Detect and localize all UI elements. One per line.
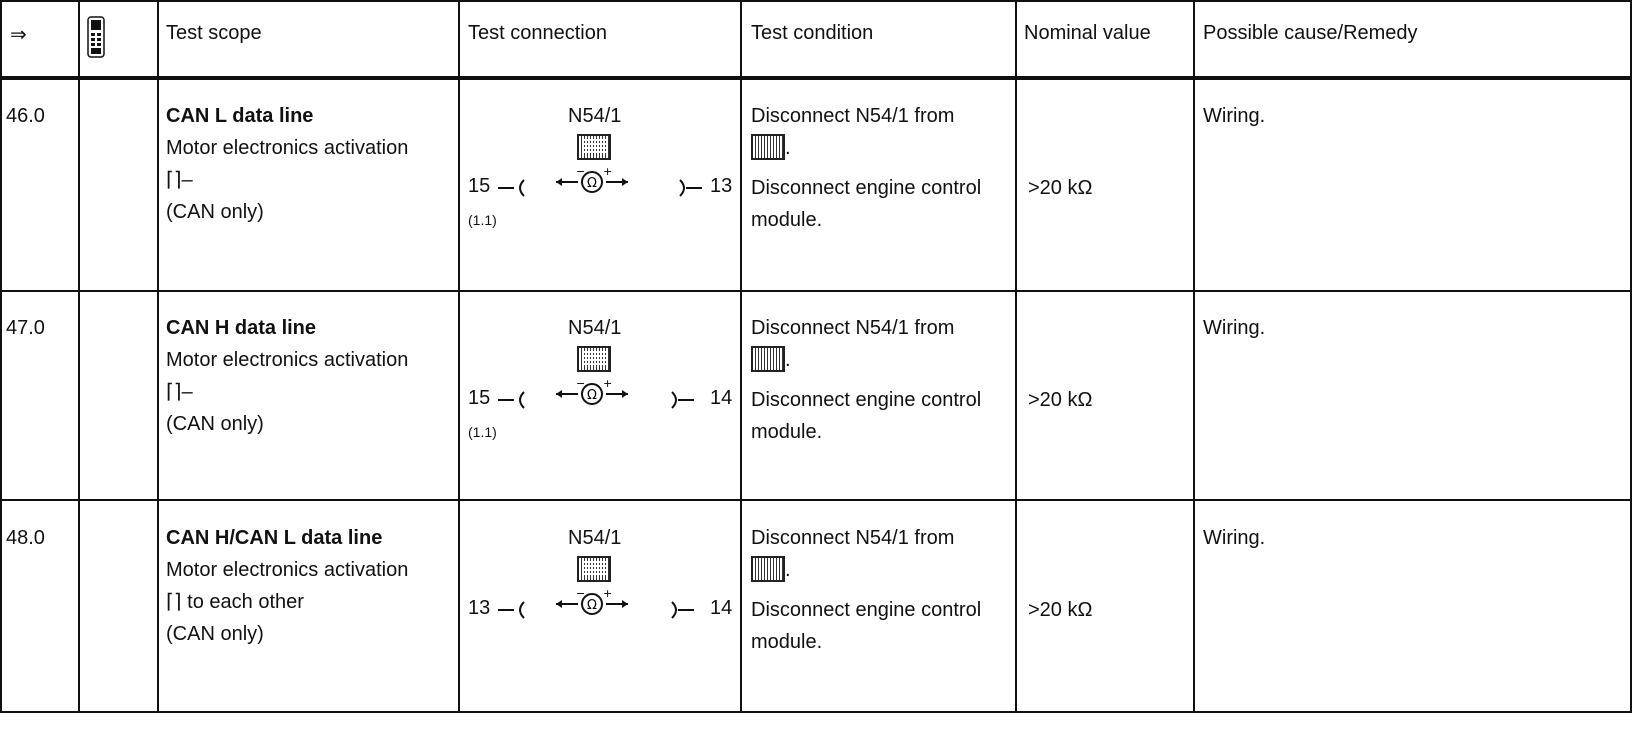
svg-text:−: −	[576, 166, 586, 178]
nominal-value: >20 kΩ	[1028, 177, 1093, 199]
pin-right: 14	[710, 387, 733, 409]
col-border-5	[1015, 0, 1017, 712]
step-number: 47.0	[6, 317, 45, 339]
condition-line	[751, 312, 954, 344]
header-possible-cause: Possible cause/Remedy	[1203, 22, 1418, 44]
control-unit-icon	[751, 556, 785, 582]
svg-text:Ω: Ω	[587, 598, 597, 613]
col-border-0	[0, 0, 2, 712]
component-label: N54/1	[568, 105, 622, 127]
condition-text: .	[785, 349, 791, 371]
header-nominal-value: Nominal value	[1024, 22, 1151, 44]
hand-held-tester-icon	[87, 16, 105, 58]
control-unit-icon	[577, 134, 611, 160]
row-separator-2	[0, 499, 1632, 501]
condition-text: .	[785, 559, 791, 581]
condition-line: Disconnect engine control	[751, 599, 982, 621]
test-scope-title: CAN H data line	[166, 317, 317, 339]
test-scope-line: ⌈⌉–	[166, 169, 193, 191]
condition-line	[751, 344, 791, 376]
header-test-scope: Test scope	[166, 22, 262, 44]
table-top-border	[0, 0, 1632, 2]
header-test-condition: Test condition	[751, 22, 874, 44]
component-label: N54/1	[568, 527, 622, 549]
svg-text:+: +	[603, 378, 613, 390]
connector-icon	[496, 172, 540, 202]
col-border-2	[157, 0, 159, 712]
test-scope-title: CAN L data line	[166, 105, 314, 127]
nominal-value: >20 kΩ	[1028, 389, 1093, 411]
condition-text: Disconnect N54/1 from	[751, 527, 955, 549]
control-unit-icon	[751, 134, 785, 160]
col-border-7	[1630, 0, 1632, 712]
ohmmeter-icon	[552, 166, 632, 196]
condition-line: Disconnect engine control	[751, 177, 982, 199]
pin-left: 13	[468, 597, 491, 619]
svg-text:−: −	[576, 588, 586, 600]
col-border-3	[458, 0, 460, 712]
possible-cause: Wiring.	[1203, 317, 1266, 339]
test-scope-line: (CAN only)	[166, 623, 264, 645]
test-scope-line: Motor electronics activation	[166, 559, 409, 581]
condition-line	[751, 132, 791, 164]
test-scope-title: CAN H/CAN L data line	[166, 527, 383, 549]
svg-text:Ω: Ω	[587, 176, 597, 191]
col-border-6	[1193, 0, 1195, 712]
condition-line	[751, 522, 954, 554]
pin-right: 14	[710, 597, 733, 619]
component-label: N54/1	[568, 317, 622, 339]
test-scope-line: Motor electronics activation	[166, 137, 409, 159]
test-scope-line: ⌈⌉ to each other	[166, 591, 304, 613]
condition-line: module.	[751, 209, 823, 231]
pin-left: 15	[468, 175, 491, 197]
condition-line: Disconnect engine control	[751, 389, 982, 411]
ohmmeter-icon	[552, 588, 632, 618]
condition-line: module.	[751, 421, 823, 443]
test-scope-line: (CAN only)	[166, 413, 264, 435]
svg-text:+: +	[603, 588, 613, 600]
condition-text: Disconnect N54/1 from	[751, 105, 955, 127]
header-separator	[0, 76, 1632, 80]
condition-text: Disconnect N54/1 from	[751, 317, 955, 339]
svg-text:+: +	[603, 166, 613, 178]
svg-text:−: −	[576, 378, 586, 390]
possible-cause: Wiring.	[1203, 105, 1266, 127]
table-bottom-border	[0, 711, 1632, 713]
connector-icon	[496, 594, 540, 624]
test-scope-line: ⌈⌉–	[166, 381, 193, 403]
condition-text: .	[785, 137, 791, 159]
test-note: (1.1)	[468, 424, 497, 440]
control-unit-icon	[751, 346, 785, 372]
test-scope-line: Motor electronics activation	[166, 349, 409, 371]
step-number: 48.0	[6, 527, 45, 549]
control-unit-icon	[577, 346, 611, 372]
control-unit-icon	[577, 556, 611, 582]
pin-right: 13	[710, 175, 733, 197]
condition-line: module.	[751, 631, 823, 653]
possible-cause: Wiring.	[1203, 527, 1266, 549]
header-arrow: ⇒	[10, 24, 27, 46]
connector-icon	[496, 384, 540, 414]
header-test-connection: Test connection	[468, 22, 607, 44]
ohmmeter-icon	[552, 378, 632, 408]
col-border-4	[740, 0, 742, 712]
step-number: 46.0	[6, 105, 45, 127]
nominal-value: >20 kΩ	[1028, 599, 1093, 621]
row-separator-1	[0, 290, 1632, 292]
condition-line	[751, 100, 954, 132]
svg-text:Ω: Ω	[587, 388, 597, 403]
col-border-1	[78, 0, 80, 712]
condition-line	[751, 554, 791, 586]
connector-icon	[664, 384, 708, 414]
pin-left: 15	[468, 387, 491, 409]
test-scope-line: (CAN only)	[166, 201, 264, 223]
test-note: (1.1)	[468, 212, 497, 228]
connector-icon	[664, 594, 708, 624]
